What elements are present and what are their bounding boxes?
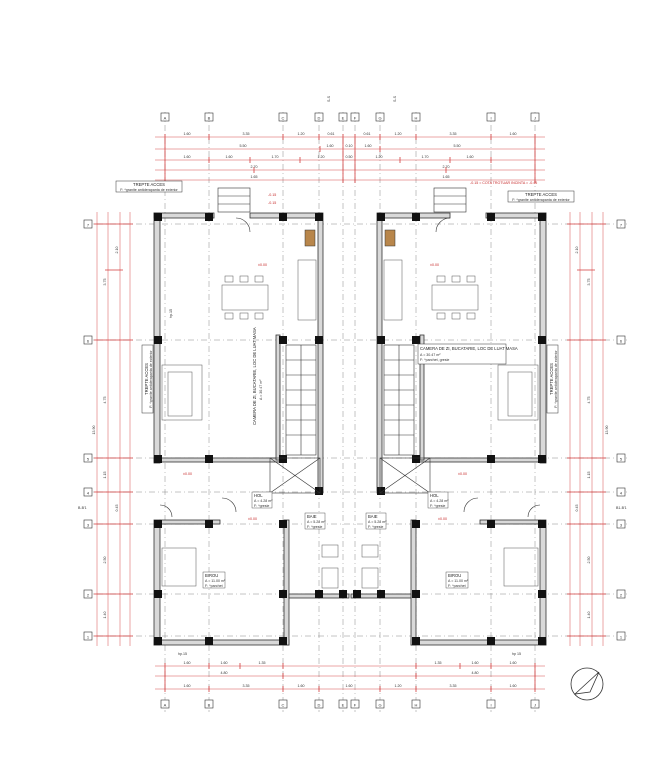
room-area: A = 11.00 m² <box>205 579 226 583</box>
stair-step-label: hp.15 <box>178 652 187 656</box>
dim-value: 2.10 <box>575 246 579 254</box>
furniture-right <box>362 260 538 588</box>
dim-value: 0.61 <box>327 132 335 136</box>
room-name: HOL <box>430 493 439 498</box>
grid-axis-labels-top <box>161 113 539 121</box>
room-name: CAMERA DE ZI, BUCATARIE, LOC DE LUAT MASA <box>420 346 518 351</box>
dim-value: 1.60 <box>326 144 334 148</box>
room-floor: F: *gresie <box>307 525 323 529</box>
dim-value: 13.90 <box>92 425 96 435</box>
room-area: A = 4.28 m² <box>430 499 449 503</box>
room-label-living-left <box>252 327 263 425</box>
room-area: A = 5.28 m² <box>307 520 326 524</box>
room-name: CAMERA DE ZI, BUCATARIE, LOC DE LUAT MASA <box>252 327 257 425</box>
axis-label: F <box>353 115 357 121</box>
axis-label: 6 <box>86 338 90 344</box>
stairs-side-title: TREPTE ACCES <box>144 363 149 395</box>
axis-label: H <box>414 702 418 708</box>
room-floor: F: *parchet <box>205 584 223 588</box>
axis-label: 2 <box>86 592 90 598</box>
axis-label: 2 <box>619 592 623 598</box>
dim-value: 1.20 <box>375 155 383 159</box>
dim-value: 2.50 <box>103 556 107 564</box>
level-marker: ±0.00 <box>458 472 467 476</box>
dim-value: 0.10 <box>345 144 353 148</box>
room-floor: F: *parchet <box>448 584 466 588</box>
axis-label: D <box>317 115 321 121</box>
grid-axis-labels-right <box>617 220 625 640</box>
dim-value: 1.40 <box>103 611 107 619</box>
stairs-access-title: TREPTE ACCES <box>525 192 557 197</box>
dim-value: 1.60 <box>183 155 191 159</box>
room-floor: F: *gresie <box>368 525 384 529</box>
cut-mark: S-S <box>393 96 397 102</box>
dim-value: 1.20 <box>297 132 305 136</box>
level-marker: ±0.00 <box>248 517 257 521</box>
level-marker: ±0.00 <box>258 263 267 267</box>
dim-value: 1.15 <box>103 471 107 479</box>
room-label-birou-right <box>446 572 469 588</box>
room-area: A = 30.47 m² <box>420 353 441 357</box>
axis-label: 4 <box>619 490 623 496</box>
axis-label: 6 <box>619 338 623 344</box>
room-floor: F: *gresie <box>430 504 446 508</box>
room-name: HOL <box>254 493 263 498</box>
dim-value: 1.60 <box>364 144 372 148</box>
stairs-side-title: TREPTE ACCES <box>549 363 554 395</box>
dim-value: 4.80 <box>220 671 228 675</box>
axis-label: 1 <box>619 634 623 640</box>
room-floor: F: *parchet, gresie <box>420 358 450 362</box>
axis-label: A <box>163 702 167 708</box>
room-label-birou-left <box>203 572 226 588</box>
stairs-access-title: TREPTE ACCES <box>133 182 165 187</box>
room-label-hol-right <box>428 492 449 508</box>
dim-value: 1.60 <box>225 155 233 159</box>
dim-value: 1.60 <box>183 132 191 136</box>
dim-value: 2.50 <box>587 556 591 564</box>
dim-value: 1.60 <box>509 132 517 136</box>
left-dimension-chains <box>92 212 133 646</box>
dim-value: 1.40 <box>587 611 591 619</box>
axis-label: C <box>281 702 285 708</box>
axis-label: H <box>414 115 418 121</box>
axis-label: C <box>281 115 285 121</box>
dim-value: 1.15 <box>587 471 591 479</box>
axis-label: F <box>353 702 357 708</box>
stair-step-label: hp.15 <box>169 309 173 318</box>
axis-label: A <box>163 115 167 121</box>
right-dimension-chains <box>567 212 609 646</box>
dim-value: 1.35 <box>434 661 442 665</box>
room-label-baie-right <box>366 513 387 529</box>
dim-value: 1.60 <box>220 661 228 665</box>
dim-value: 5.50 <box>239 144 247 148</box>
dim-value: 2.70 <box>250 165 258 169</box>
dim-value: 3.35 <box>449 132 457 136</box>
axis-label: I <box>490 115 492 121</box>
level-marker: -0.15 <box>268 201 277 205</box>
dim-value: 13.90 <box>605 425 609 435</box>
dim-value: 1.70 <box>421 155 429 159</box>
dim-value: 1.60 <box>345 684 353 688</box>
cut-mark: S-S <box>327 96 331 102</box>
stairs-access-note: F: *granite antiderapanta de exterior <box>512 198 570 202</box>
dim-value: 4.80 <box>471 671 479 675</box>
axis-label: 7 <box>619 222 623 228</box>
section-mark: B-B'1 <box>78 506 87 510</box>
axis-label: 3 <box>619 522 623 528</box>
room-name: BIROU <box>205 573 219 578</box>
section-mark: B1-B'1 <box>616 506 627 510</box>
doors <box>160 218 540 517</box>
chimney-left <box>305 230 315 246</box>
dim-value: 0.61 <box>363 132 371 136</box>
axis-label: 7 <box>86 222 90 228</box>
axis-label: I <box>490 702 492 708</box>
stairs-side-label-left <box>142 345 153 413</box>
level-marker: ±0.00 <box>438 517 447 521</box>
dim-value: 1.35 <box>258 661 266 665</box>
stair-step-note: hp 15 <box>512 652 521 656</box>
dim-value: 1.20 <box>317 155 325 159</box>
room-floor: F: *gresie <box>254 504 270 508</box>
axis-label: 5 <box>619 456 623 462</box>
axis-label: E <box>341 702 345 708</box>
stairs-side-note: F: *granite antiderapanta de exterior <box>149 350 153 408</box>
internal-stairs <box>270 345 430 493</box>
dim-value: 1.60 <box>509 684 517 688</box>
room-area: A = 5.28 m² <box>368 520 387 524</box>
stairs-access-label-right <box>508 191 574 202</box>
dim-value: 3.35 <box>242 132 250 136</box>
dim-value: 3.75 <box>103 278 107 286</box>
stairs-side-note: F: *granite antiderapanta de exterior <box>554 350 558 408</box>
dim-value: 2.10 <box>115 246 119 254</box>
dim-value: 0.45 <box>115 504 119 512</box>
dim-value: 5.50 <box>453 144 461 148</box>
walls-left-unit <box>154 213 349 645</box>
dim-value: 3.35 <box>242 684 250 688</box>
dim-value: 3.35 <box>449 684 457 688</box>
axis-label: B <box>207 702 211 708</box>
dim-value: 1.20 <box>394 684 402 688</box>
axis-label: 3 <box>86 522 90 528</box>
dim-value: 1.65 <box>442 175 450 179</box>
axis-label: B <box>207 115 211 121</box>
dim-value: 0.45 <box>575 504 579 512</box>
dim-value: 1.60 <box>466 155 474 159</box>
dim-value: 1.60 <box>509 661 517 665</box>
room-area: A = 30.47 m² <box>259 379 263 400</box>
room-label-living-right <box>418 344 518 364</box>
axis-label: J <box>534 702 536 708</box>
chimney-right <box>385 230 395 246</box>
access-stairs-top <box>218 188 466 212</box>
axis-label: D <box>317 702 321 708</box>
dim-value: 1.60 <box>297 684 305 688</box>
dim-value: 1.70 <box>271 155 279 159</box>
room-name: BAIE <box>368 514 378 519</box>
stairs-side-label-right <box>547 345 558 413</box>
axis-label: 4 <box>86 490 90 496</box>
axis-label: G <box>378 115 382 121</box>
dim-value: 4.75 <box>103 396 107 404</box>
dim-value: 3.75 <box>587 278 591 286</box>
room-name: BAIE <box>307 514 317 519</box>
stairs-access-label-left <box>116 181 182 192</box>
room-label-hol-left <box>252 492 273 508</box>
north-arrow-icon <box>571 668 603 700</box>
dim-value: 0.50 <box>345 155 353 159</box>
dim-value: 1.60 <box>183 684 191 688</box>
room-area: A = 11.00 m² <box>448 579 469 583</box>
dim-value: 1.60 <box>471 661 479 665</box>
room-name: BIROU <box>448 573 462 578</box>
axis-label: J <box>534 115 536 121</box>
grid-axis-labels-left <box>84 220 92 640</box>
level-marker: ±0.00 <box>183 472 192 476</box>
axis-label: 1 <box>86 634 90 640</box>
dim-value: 1.65 <box>250 175 258 179</box>
level-note: -0.15 = COTA TROTUAR INCINTA = -0.45 <box>470 181 538 185</box>
dim-value: 1.20 <box>394 132 402 136</box>
axis-label: G <box>378 702 382 708</box>
dim-value: 1.60 <box>183 661 191 665</box>
stairs-access-note: F: *granite antiderapanta de exterior <box>120 188 178 192</box>
room-area: A = 4.28 m² <box>254 499 273 503</box>
room-label-baie-left <box>305 513 326 529</box>
level-marker: ±0.00 <box>430 263 439 267</box>
dim-value: 2.70 <box>442 165 450 169</box>
level-marker: -0.15 <box>268 193 277 197</box>
bottom-dimension-chains <box>155 661 545 692</box>
top-dimension-chains <box>155 132 545 183</box>
furniture-left <box>162 260 338 588</box>
grid-axis-labels-bottom <box>161 700 539 708</box>
dim-value: 4.75 <box>587 396 591 404</box>
axis-label: 5 <box>86 456 90 462</box>
axis-label: E <box>341 115 345 121</box>
